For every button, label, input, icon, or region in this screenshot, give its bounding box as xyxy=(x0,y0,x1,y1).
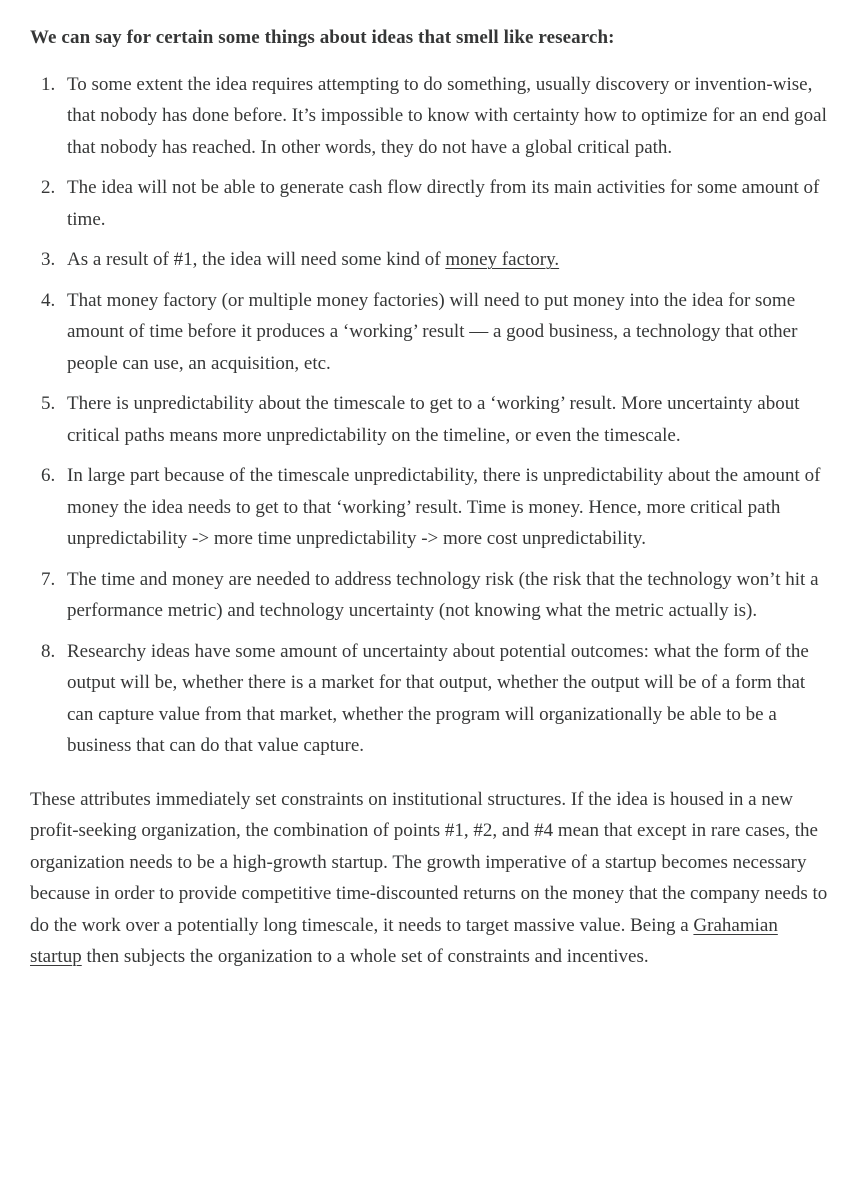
list-number: 2. xyxy=(41,177,56,198)
list-item-text: In large part because of the timescale unpredictability, there is unpredictability about the amount of money the idea needs to get to that ‘working’ result. Time is money. Hence, more critical path unpredictability -> more time unpredictability -> more cost unpredictability. xyxy=(67,465,821,549)
list-number: 4. xyxy=(41,289,56,311)
money-factory-link[interactable]: money factory. xyxy=(445,249,560,270)
list-item-text: To some extent the idea requires attempting to do something, usually discovery or invention-wise, that nobody has done before. It’s impossible to know with certainty how to optimize for an end goal that nobody has reached. In other words, they do not have a global critical path. xyxy=(67,73,827,158)
list-item-text: There is unpredictability about the timescale to get to a ‘working’ result. More uncertainty about critical paths means more unpredictability on the timeline, or even the timescale. xyxy=(67,393,800,446)
list-item xyxy=(30,69,830,164)
list-number: 6. xyxy=(41,465,56,486)
paragraph-text-before: These attributes immediately set constraints on institutional structures. If the idea is housed in a new profit-seeking organization, the combination of points #1, #2, and #4 mean that except in rare cases, the organization needs to be a high-growth startup. The growth imperative of a startup becomes necessary because in order to provide competitive time-discounted returns on the money that the company needs to do the work over a potentially long timescale, it needs to target massive value. Being a xyxy=(30,788,828,936)
list-number: 7. xyxy=(41,568,56,590)
list-number: 5. xyxy=(41,393,56,414)
list-item-text: As a result of #1, the idea will need some kind of xyxy=(67,249,446,270)
list-item xyxy=(30,460,830,555)
list-number: 1. xyxy=(41,73,56,95)
paragraph-text-after: then subjects the organization to a whole set of constraints and incentives. xyxy=(81,946,649,967)
list-item-text: The idea will not be able to generate cash flow directly from its main activities for some amount of time. xyxy=(67,177,820,230)
list-item xyxy=(30,564,830,627)
list-item xyxy=(30,388,830,451)
list-number: 8. xyxy=(41,640,56,662)
list-item-text: The time and money are needed to address technology risk (the risk that the technology won’t hit a performance metric) and technology uncertainty (not knowing what the metric actually is). xyxy=(67,568,819,621)
list-item xyxy=(30,636,830,762)
list-item xyxy=(30,244,830,276)
list-item-text: Researchy ideas have some amount of uncertainty about potential outcomes: what the form of the output will be, whether there is a market for that output, whether the output will be of a form that can capture value from that market, whether the program will organizationally be able to be a business that can do that value capture. xyxy=(67,640,809,756)
intro-heading: We can say for certain some things about ideas that smell like research: xyxy=(30,27,615,48)
article-body xyxy=(30,22,830,973)
research-attributes-list xyxy=(30,69,830,762)
grahamian-startup-link[interactable]: Grahamian startup xyxy=(30,914,778,967)
list-item-text: That money factory (or multiple money factories) will need to put money into the idea for some amount of time before it produces a ‘working’ result — a good business, a technology that other people can use, an acquisition, etc. xyxy=(67,289,798,374)
list-item xyxy=(30,285,830,380)
body-paragraph xyxy=(30,784,830,973)
list-number: 3. xyxy=(41,249,56,270)
list-item xyxy=(30,172,830,235)
